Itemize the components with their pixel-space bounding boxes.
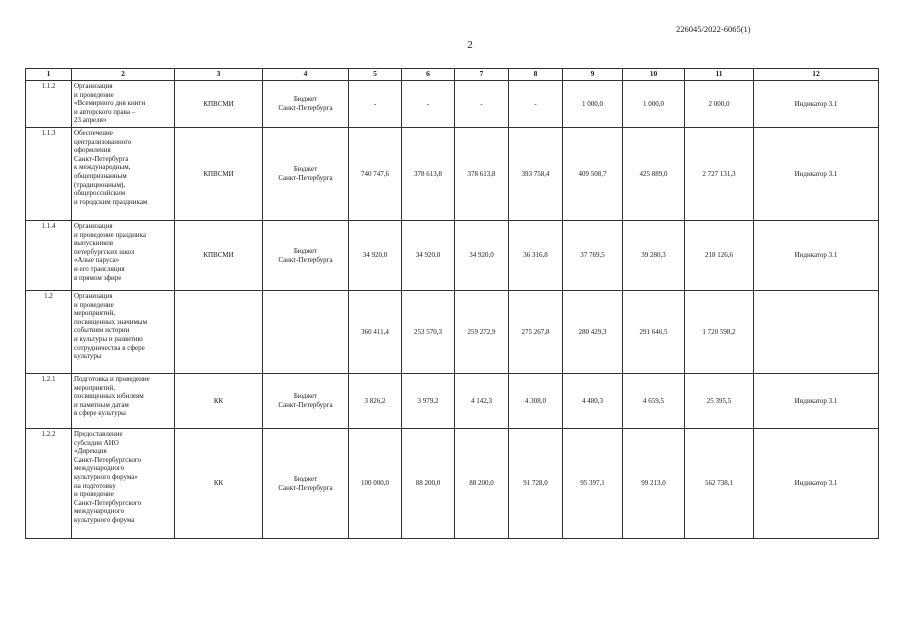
row-number: 1.2.1 (26, 374, 72, 429)
row-value: 91 728,0 (509, 429, 563, 539)
row-source: Бюджет Санкт-Петербурга (263, 429, 349, 539)
row-number: 1.2.2 (26, 429, 72, 539)
row-value: 1 720 598,2 (685, 291, 754, 374)
row-value: - (509, 81, 563, 128)
col-header: 5 (349, 69, 402, 81)
row-value: - (402, 81, 455, 128)
row-value: 4 659,5 (623, 374, 685, 429)
row-value: 34 920,0 (402, 221, 455, 291)
table-row (26, 81, 879, 128)
row-value: - (455, 81, 509, 128)
col-header: 1 (26, 69, 72, 81)
row-value: 378 613,8 (402, 128, 455, 221)
row-value: 4 480,3 (563, 374, 623, 429)
row-value: 393 758,4 (509, 128, 563, 221)
row-value: 4 142,3 (455, 374, 509, 429)
row-value: - (349, 81, 402, 128)
row-source (263, 291, 349, 374)
row-name: Подготовка и проведение мероприятий, посвященных юбилеям и памятным датам в сфере культуры (72, 374, 175, 429)
row-number: 1.1.3 (26, 128, 72, 221)
table-row (26, 128, 879, 221)
row-executor: КПВСМИ (175, 221, 263, 291)
row-value: 37 769,5 (563, 221, 623, 291)
row-value: 1 000,0 (623, 81, 685, 128)
col-header: 11 (685, 69, 754, 81)
row-value: 4 308,0 (509, 374, 563, 429)
row-name: Предоставление субсидии АНО «Дирекция Санкт-Петербургского международного культурного форума» на подготовку и проведение Санкт-Петербургского международного культурного форума (72, 429, 175, 539)
row-value: 562 738,1 (685, 429, 754, 539)
table-row (26, 374, 879, 429)
program-table (25, 68, 879, 539)
table-row (26, 221, 879, 291)
row-indicator: Индикатор 3.1 (754, 81, 879, 128)
document-number: 226045/2022-6065(1) (676, 24, 751, 34)
row-executor: КПВСМИ (175, 128, 263, 221)
row-value: 740 747,6 (349, 128, 402, 221)
row-value: 2 000,0 (685, 81, 754, 128)
row-value: 3 979,2 (402, 374, 455, 429)
col-header: 2 (72, 69, 175, 81)
row-value: 253 570,3 (402, 291, 455, 374)
col-header: 12 (754, 69, 879, 81)
row-name: Обеспечение централизованного оформления Санкт-Петербурга к международным, общепризнанным (традиционным), общероссийским и городским праздникам (72, 128, 175, 221)
row-value: 88 200,0 (455, 429, 509, 539)
row-value: 99 213,0 (623, 429, 685, 539)
row-value: 275 267,8 (509, 291, 563, 374)
row-value: 425 889,0 (623, 128, 685, 221)
row-name: Организация и проведение мероприятий, посвященных значимым событиям истории и культуры и развитию сотрудничества в сфере культуры (72, 291, 175, 374)
col-header: 6 (402, 69, 455, 81)
row-number: 1.1.2 (26, 81, 72, 128)
row-value: 34 920,0 (349, 221, 402, 291)
row-executor: КК (175, 429, 263, 539)
row-value: 378 613,8 (455, 128, 509, 221)
col-header: 9 (563, 69, 623, 81)
row-value: 2 727 131,3 (685, 128, 754, 221)
row-name: Организация и проведение праздника выпускников петербургских школ «Алые паруса» и его трансляция в прямом эфире (72, 221, 175, 291)
table-row (26, 291, 879, 374)
row-value: 1 000,0 (563, 81, 623, 128)
row-value: 280 429,3 (563, 291, 623, 374)
row-value: 259 272,9 (455, 291, 509, 374)
row-value: 100 000,0 (349, 429, 402, 539)
row-executor (175, 291, 263, 374)
row-value: 360 411,4 (349, 291, 402, 374)
row-number: 1.2 (26, 291, 72, 374)
row-indicator (754, 291, 879, 374)
table-row (26, 429, 879, 539)
col-header: 4 (263, 69, 349, 81)
row-value: 291 646,5 (623, 291, 685, 374)
row-name: Организация и проведение «Всемирного дня книги и авторского права – 23 апреля» (72, 81, 175, 128)
row-indicator: Индикатор 3.1 (754, 429, 879, 539)
col-header: 3 (175, 69, 263, 81)
row-value: 218 126,6 (685, 221, 754, 291)
col-header: 7 (455, 69, 509, 81)
row-source: Бюджет Санкт-Петербурга (263, 374, 349, 429)
row-indicator: Индикатор 3.1 (754, 128, 879, 221)
row-source: Бюджет Санкт-Петербурга (263, 81, 349, 128)
row-value: 39 280,3 (623, 221, 685, 291)
row-value: 36 316,8 (509, 221, 563, 291)
col-header: 8 (509, 69, 563, 81)
header-row (26, 69, 879, 81)
row-value: 34 920,0 (455, 221, 509, 291)
row-value: 95 397,1 (563, 429, 623, 539)
row-executor: КК (175, 374, 263, 429)
row-number: 1.1.4 (26, 221, 72, 291)
row-indicator: Индикатор 3.1 (754, 374, 879, 429)
row-indicator: Индикатор 3.1 (754, 221, 879, 291)
row-executor: КПВСМИ (175, 81, 263, 128)
page-number: 2 (467, 39, 473, 51)
row-source: Бюджет Санкт-Петербурга (263, 128, 349, 221)
row-source: Бюджет Санкт-Петербурга (263, 221, 349, 291)
col-header: 10 (623, 69, 685, 81)
row-value: 25 395,5 (685, 374, 754, 429)
row-value: 88 200,0 (402, 429, 455, 539)
row-value: 3 826,2 (349, 374, 402, 429)
row-value: 409 508,7 (563, 128, 623, 221)
